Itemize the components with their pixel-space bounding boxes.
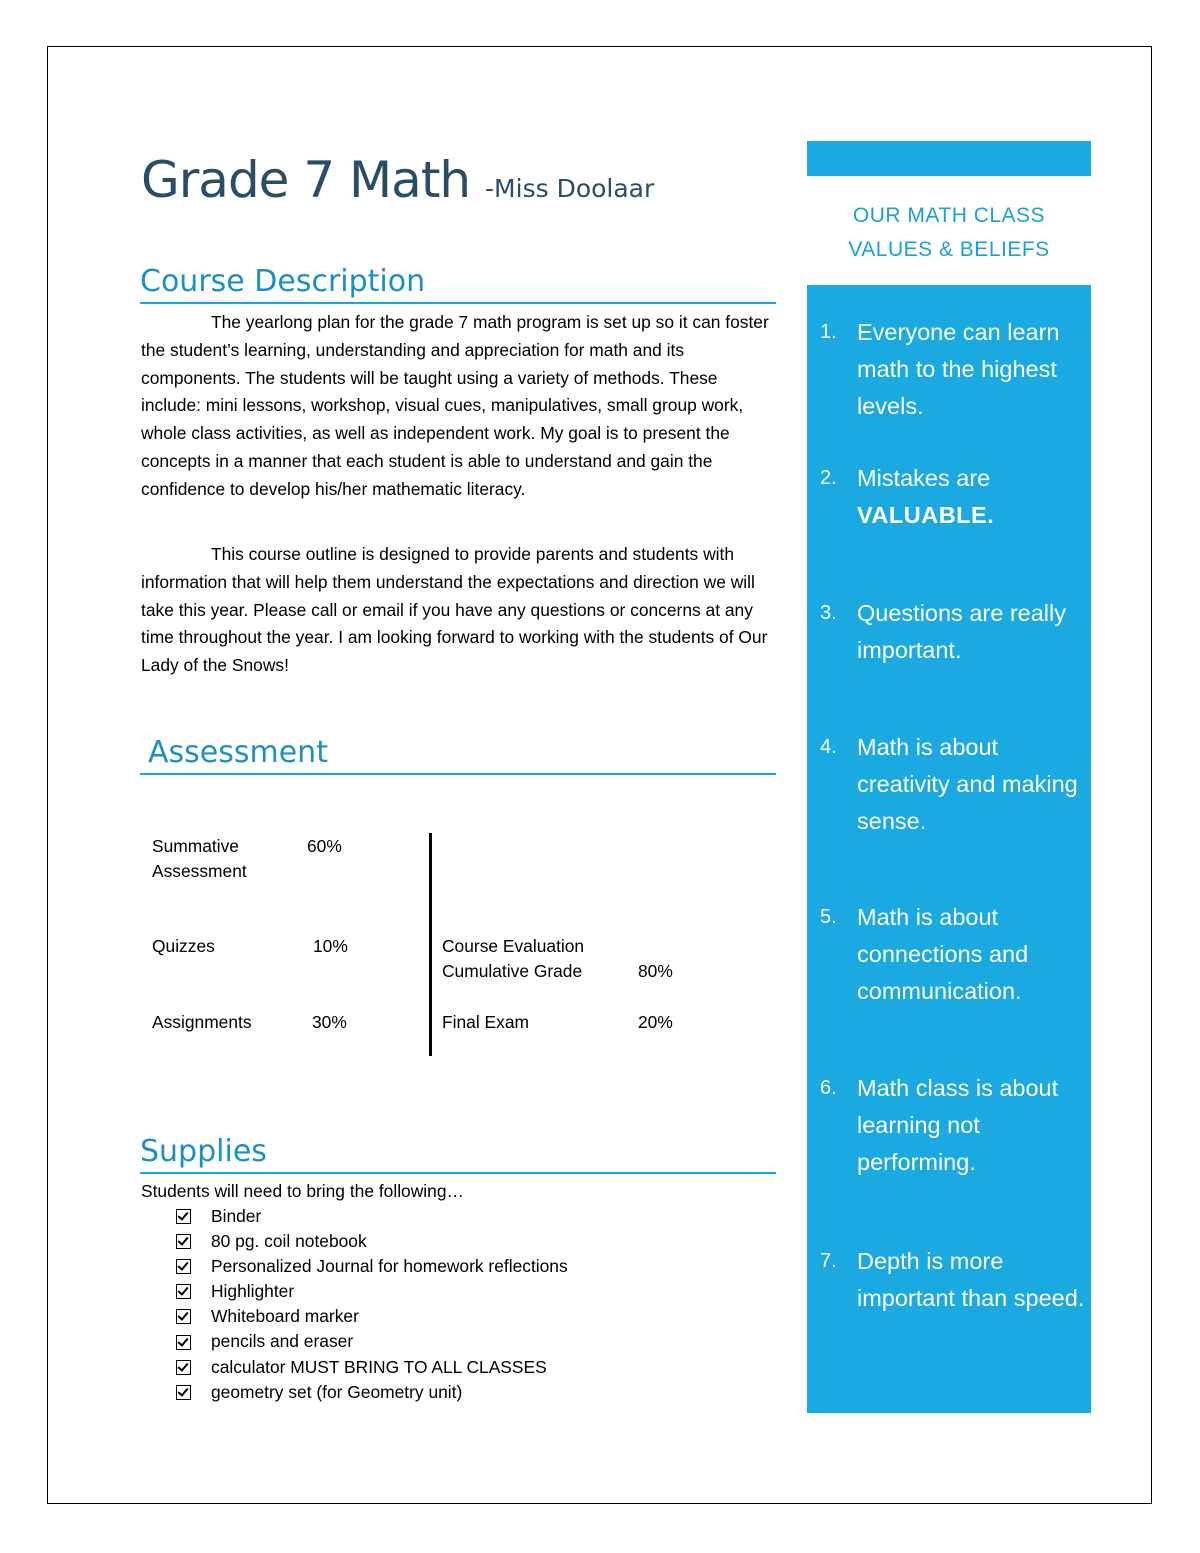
value-item-2: 2. Mistakes are VALUABLE. xyxy=(820,465,995,528)
paragraph-text: This course outline is designed to provide parents and students with information that will help them understand the expectations and direction we will take this year. Please call or email if you have any questions or concerns at any time throughout the year. I am looking forward to working with the students of Our Lady of the Snows! xyxy=(141,544,768,676)
sidebar-top-bar xyxy=(807,141,1091,176)
course-description-paragraph-1 xyxy=(141,309,777,504)
page-title xyxy=(141,148,654,221)
checkbox-checked-icon xyxy=(176,1234,191,1249)
checkbox-checked-icon xyxy=(176,1335,191,1350)
assessment-assignments-label: Assignments xyxy=(152,1012,252,1032)
list-item: geometry set (for Geometry unit) xyxy=(174,1380,568,1405)
value-item-5: 5. Math is about connections and communication. xyxy=(820,904,1029,1004)
assessment-divider xyxy=(429,833,432,1056)
course-description-paragraph-2 xyxy=(141,541,777,680)
course-description-heading: Course Description xyxy=(140,262,776,304)
checkbox-checked-icon xyxy=(176,1259,191,1274)
checkbox-checked-icon xyxy=(176,1385,191,1400)
assessment-summative-value: 60% xyxy=(307,836,342,856)
assessment-course-eval-label: Course Evaluation Cumulative Grade xyxy=(442,936,585,981)
value-item-3: 3. Questions are really important. xyxy=(820,600,1066,663)
assessment-course-eval-value: 80% xyxy=(638,961,673,981)
checkbox-checked-icon xyxy=(176,1360,191,1375)
supplies-heading: Supplies xyxy=(140,1132,776,1174)
title-text: Grade 7 Math xyxy=(141,151,471,209)
list-item: Highlighter xyxy=(174,1279,568,1304)
paragraph-text: The yearlong plan for the grade 7 math program is set up so it can foster the student’s learning, understanding and appreciation for math and its components. The students will be taught using a variety of methods. These include: mini lessons, workshop, visual cues, manipulatives, small group work, whole class activities, as well as independent work. My goal is to present the concepts in a manner that each student is able to understand and gain the confidence to develop his/her mathematic literacy. xyxy=(141,312,769,499)
list-item: Binder xyxy=(174,1204,568,1229)
assessment-summative-label: Summative Assessment xyxy=(152,836,247,881)
value-item-1: 1. Everyone can learn math to the highest levels. xyxy=(820,319,1060,419)
assessment-heading: Assessment xyxy=(140,733,776,775)
assessment-final-exam-value: 20% xyxy=(638,1012,673,1032)
list-item: pencils and eraser xyxy=(174,1329,568,1354)
assessment-quizzes-label: Quizzes xyxy=(152,936,215,956)
assessment-assignments-value: 30% xyxy=(312,1012,347,1032)
author-name: -Miss Doolaar xyxy=(485,174,655,203)
list-item: calculator MUST BRING TO ALL CLASSES xyxy=(174,1355,568,1380)
checkbox-checked-icon xyxy=(176,1209,191,1224)
assessment-quizzes-value: 10% xyxy=(313,936,348,956)
checkbox-checked-icon xyxy=(176,1309,191,1324)
value-item-6: 6. Math class is about learning not performing. xyxy=(820,1075,1059,1175)
list-item: Whiteboard marker xyxy=(174,1304,568,1329)
supplies-intro: Students will need to bring the following… xyxy=(141,1181,464,1201)
assessment-final-exam-label: Final Exam xyxy=(442,1012,529,1032)
sidebar-heading: OUR MATH CLASS VALUES & BELIEFS xyxy=(848,204,1050,261)
list-item: Personalized Journal for homework reflections xyxy=(174,1254,568,1279)
checkbox-checked-icon xyxy=(176,1284,191,1299)
supplies-list xyxy=(174,1204,568,1405)
value-item-4: 4. Math is about creativity and making sense. xyxy=(820,734,1078,834)
value-item-7: 7. Depth is more important than speed. xyxy=(820,1248,1085,1311)
list-item: 80 pg. coil notebook xyxy=(174,1229,568,1254)
